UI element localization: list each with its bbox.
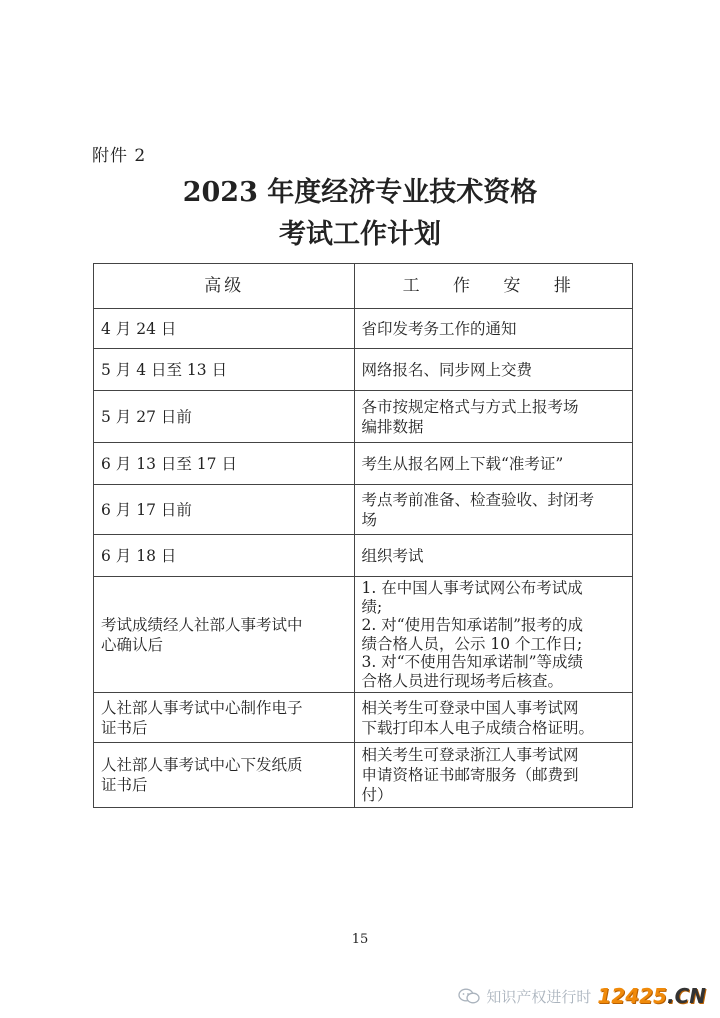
time-cell: [94, 577, 355, 693]
task-text: 考生从报名网上下载“准考证”: [361, 454, 564, 473]
task-cell: [355, 309, 633, 349]
time-text: 考试成绩经人社部人事考试中: [101, 615, 303, 634]
time-text: 6 月 13 日至 17 日: [101, 454, 237, 473]
time-cell: [94, 743, 355, 808]
task-cell: [355, 391, 633, 443]
header-work-arrangement: 工 作 安 排: [355, 264, 633, 309]
table-row: [94, 443, 633, 485]
table-row: [94, 391, 633, 443]
task-cell: [355, 743, 633, 808]
time-text: 证书后: [101, 776, 148, 794]
task-text: 1. 在中国人事考试网公布考试成: [361, 579, 583, 597]
time-cell: [94, 349, 355, 391]
watermark-text: 知识产权进行时: [486, 987, 592, 1006]
table-row: [94, 485, 633, 535]
task-text: 考点考前准备、检查验收、封闭考: [361, 490, 594, 509]
task-cell: [355, 693, 633, 743]
page-number: 15: [351, 932, 369, 947]
attachment-label: 附件 2: [92, 146, 147, 166]
logo-suffix: CN: [674, 984, 706, 1008]
table-row: [94, 309, 633, 349]
task-text: 合格人员进行现场考后核查。: [361, 671, 563, 690]
table-row: [94, 349, 633, 391]
task-text: 各市按规定格式与方式上报考场: [361, 397, 579, 416]
task-text: 2. 对“使用告知承诺制”报考的成: [361, 616, 584, 634]
task-text: 绩合格人员，公示 10 个工作日;: [361, 634, 583, 653]
time-cell: [94, 485, 355, 535]
time-cell: [94, 693, 355, 743]
task-cell: [355, 577, 633, 693]
site-logo: [597, 984, 706, 1008]
task-text: 3. 对“不使用告知承诺制”等成绩: [361, 653, 584, 671]
time-text: 5 月 4 日至 13 日: [101, 360, 228, 379]
wechat-icon: [458, 988, 480, 1004]
time-text: 6 月 17 日前: [101, 500, 192, 519]
time-text: 5 月 27 日前: [101, 407, 192, 426]
time-text: 人社部人事考试中心制作电子: [101, 698, 303, 717]
table-row: [94, 535, 633, 577]
time-cell: [94, 443, 355, 485]
table-row: [94, 743, 633, 808]
time-text: 证书后: [101, 718, 148, 737]
task-text: 场: [361, 510, 377, 529]
task-text: 组织考试: [361, 546, 424, 565]
task-text: 编排数据: [361, 417, 424, 436]
task-text: 绩;: [361, 597, 383, 616]
header-level: 高级: [94, 264, 355, 309]
task-text: 申请资格证书邮寄服务（邮费到: [361, 766, 579, 784]
watermark: [458, 984, 706, 1008]
task-cell: [355, 485, 633, 535]
task-cell: [355, 349, 633, 391]
time-text: 6 月 18 日: [101, 546, 177, 565]
document-title-line-2: 考试工作计划: [279, 219, 441, 250]
logo-dot: .: [666, 984, 675, 1008]
exam-schedule-table: [93, 263, 633, 808]
table-row: [94, 577, 633, 693]
time-cell: [94, 391, 355, 443]
task-cell: [355, 535, 633, 577]
time-text: 心确认后: [101, 635, 164, 654]
task-text: 相关考生可登录浙江人事考试网: [361, 746, 579, 764]
table-row: [94, 693, 633, 743]
task-text: 省印发考务工作的通知: [361, 319, 517, 338]
time-cell: [94, 309, 355, 349]
task-cell: [355, 443, 633, 485]
time-text: 人社部人事考试中心下发纸质: [101, 756, 303, 774]
time-text: 4 月 24 日: [101, 319, 177, 338]
table-header-row: [94, 264, 633, 309]
logo-number: 12425: [597, 984, 667, 1008]
task-text: 付）: [361, 786, 393, 804]
task-text: 下载打印本人电子成绩合格证明。: [361, 718, 594, 737]
time-cell: [94, 535, 355, 577]
task-text: 相关考生可登录中国人事考试网: [361, 698, 579, 717]
document-title-line-1: 2023 年度经济专业技术资格: [182, 177, 538, 208]
task-text: 网络报名、同步网上交费: [361, 360, 532, 379]
